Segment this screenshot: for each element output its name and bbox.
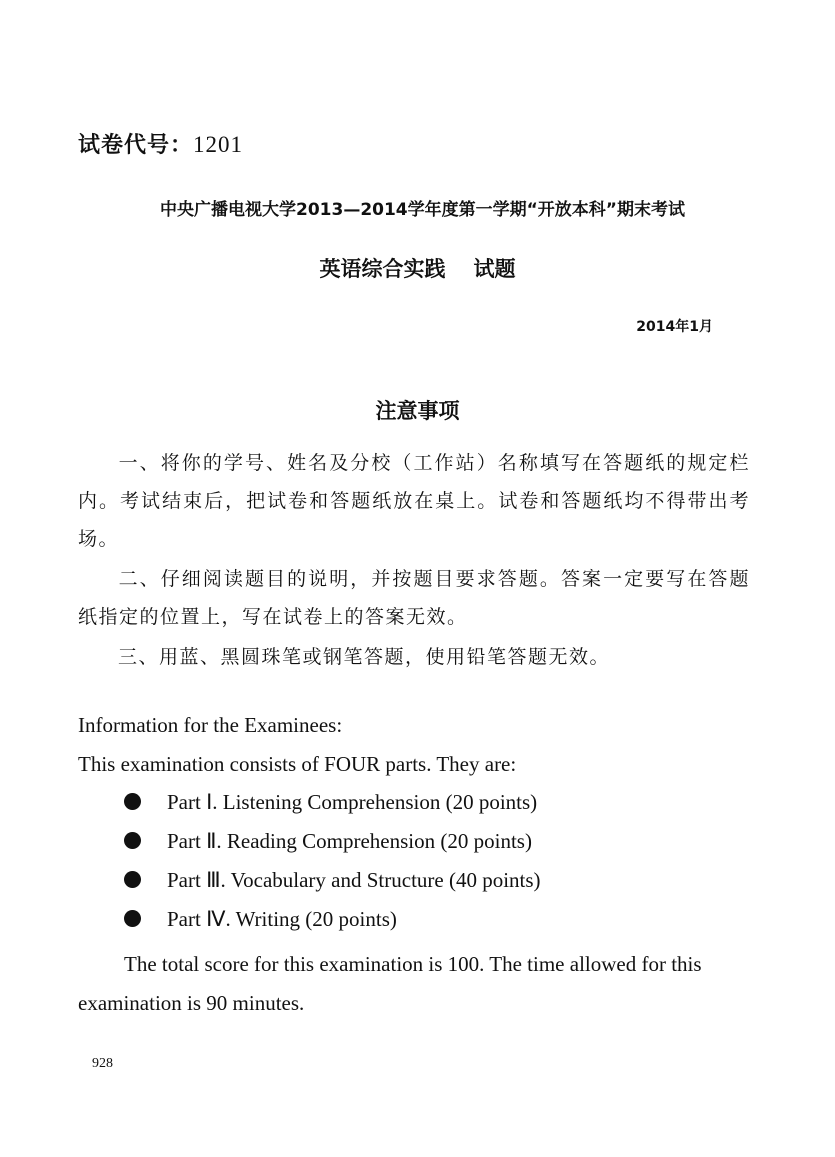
part-label: Part Ⅰ. Listening Comprehension (20 points) <box>167 790 538 814</box>
part-list-item <box>124 907 397 932</box>
part-list-item <box>124 829 532 854</box>
exam-title <box>0 253 835 283</box>
exam-heading: 中央广播电视大学2013—2014学年度第一学期“开放本科”期末考试 <box>160 200 685 220</box>
info-intro: This examination consists of FOUR parts. They are: <box>78 752 517 776</box>
subject-suffix: 试题 <box>473 257 516 281</box>
exam-summary <box>78 945 758 1023</box>
exam-summary-text: The total score for this examination is 100. The time allowed for this examination is 90 minutes. <box>78 952 702 1015</box>
notice-item-text: 三、用蓝、黑圆珠笔或钢笔答题，使用铅笔答题无效。 <box>118 646 611 668</box>
part-label: Part Ⅱ. Reading Comprehension (20 points) <box>167 829 532 853</box>
bullet-icon <box>124 910 141 927</box>
part-list-item <box>124 868 541 893</box>
part-label: Part Ⅲ. Vocabulary and Structure (40 points) <box>167 868 541 892</box>
notice-item <box>78 444 750 558</box>
part-label: Part Ⅳ. Writing (20 points) <box>167 907 397 931</box>
page-number: 928 <box>92 1056 113 1071</box>
paper-code-number: 1201 <box>193 132 244 157</box>
notice-item-text: 二、仔细阅读题目的说明，并按题目要求答题。答案一定要写在答题纸指定的位置上，写在试卷上的答案无效。 <box>78 568 750 628</box>
bullet-icon <box>124 871 141 888</box>
notice-item <box>78 560 750 636</box>
subject-name: 英语综合实践 <box>319 257 446 281</box>
paper-code <box>78 128 243 159</box>
part-list-item <box>124 790 537 815</box>
info-heading: Information for the Examinees: <box>78 713 343 737</box>
bullet-icon <box>124 832 141 849</box>
notice-item <box>78 638 750 676</box>
paper-code-label: 试卷代号： <box>78 133 194 158</box>
notice-item-text: 一、将你的学号、姓名及分校（工作站）名称填写在答题纸的规定栏内。考试结束后，把试卷和答题纸放在桌上。试卷和答题纸均不得带出考场。 <box>78 452 750 550</box>
bullet-icon <box>124 793 141 810</box>
exam-date: 2014年1月 <box>636 319 713 335</box>
notice-title: 注意事项 <box>375 399 460 423</box>
